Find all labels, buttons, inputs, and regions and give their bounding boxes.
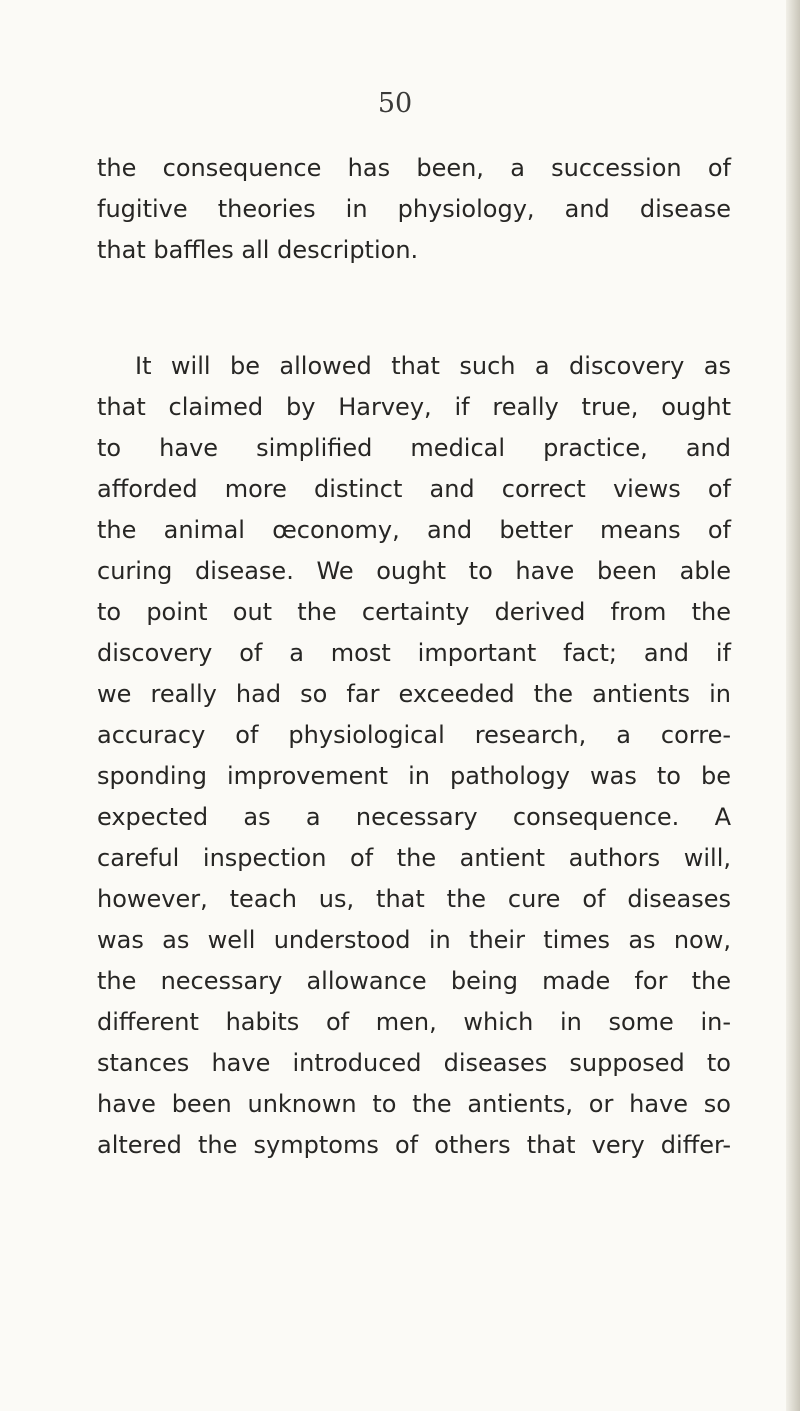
text-line: we really had so far exceeded the antients in xyxy=(97,680,731,708)
text-line: was as well understood in their times as now, xyxy=(97,926,731,954)
text-line: that claimed by Harvey, if really true, ought xyxy=(97,393,731,421)
paragraph-2 xyxy=(97,346,731,1166)
text-line: accuracy of physiological research, a corre- xyxy=(97,721,731,749)
body-text xyxy=(97,148,731,1166)
page-edge xyxy=(786,0,800,1411)
text-line: the animal œconomy, and better means of xyxy=(97,516,731,544)
text-line: sponding improvement in pathology was to be xyxy=(97,762,731,790)
text-line: the necessary allowance being made for the xyxy=(97,967,731,995)
page-number: 50 xyxy=(377,88,413,119)
text-line: have been unknown to the antients, or have so xyxy=(97,1090,731,1118)
text-line: discovery of a most important fact; and if xyxy=(97,639,731,667)
text-line: that baffles all description. xyxy=(97,236,419,264)
text-line: afforded more distinct and correct views of xyxy=(97,475,731,503)
text-line: careful inspection of the antient authors will, xyxy=(97,844,731,872)
text-line: It will be allowed that such a discovery as xyxy=(135,352,731,380)
text-line: the consequence has been, a succession of xyxy=(97,154,731,182)
text-line: curing disease. We ought to have been able xyxy=(97,557,731,585)
text-line: expected as a necessary consequence. A xyxy=(97,803,731,831)
text-line: different habits of men, which in some in- xyxy=(97,1008,731,1036)
text-line: altered the symptoms of others that very differ- xyxy=(97,1131,731,1159)
text-line: to point out the certainty derived from the xyxy=(97,598,731,626)
text-line: fugitive theories in physiology, and disease xyxy=(97,195,731,223)
text-line: stances have introduced diseases supposed to xyxy=(97,1049,731,1077)
paragraph-spacer xyxy=(97,271,731,346)
text-line: to have simplified medical practice, and xyxy=(97,434,731,462)
text-line: however, teach us, that the cure of diseases xyxy=(97,885,731,913)
paragraph-1 xyxy=(97,148,731,271)
